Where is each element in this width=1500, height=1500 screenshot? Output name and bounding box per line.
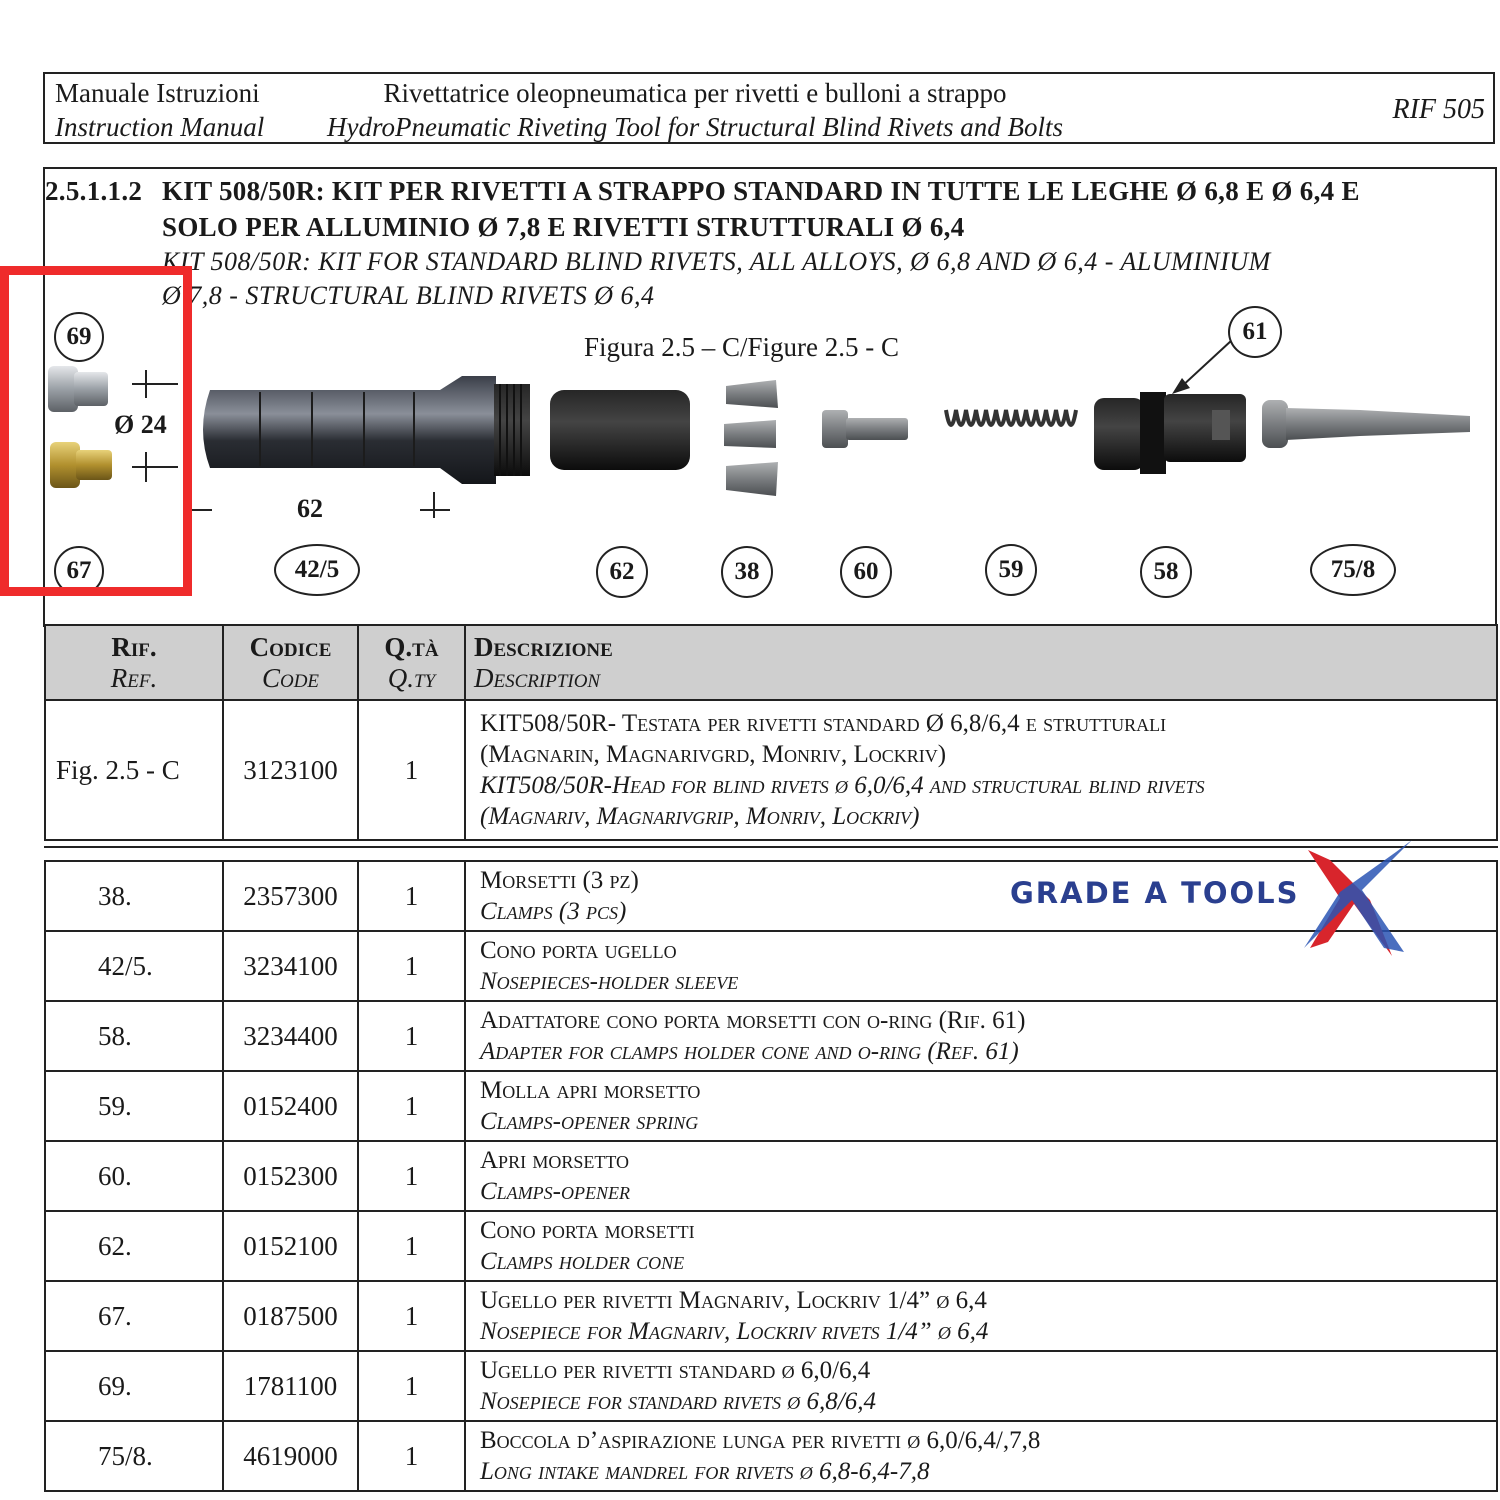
- section-title-en-line2: Ø 7,8 - STRUCTURAL BLIND RIVETS Ø 6,4: [162, 281, 655, 310]
- row-description: [465, 1001, 1497, 1071]
- row-desc-en: Clamps-opener spring: [480, 1108, 699, 1135]
- row-code: 0187500: [223, 1281, 358, 1351]
- row-qty: 1: [358, 1421, 465, 1491]
- row-desc-it: Molla apri morsetto: [480, 1077, 701, 1104]
- kit-qty: 1: [358, 700, 465, 840]
- row-desc-en: Nosepiece for Magnariv, Lockriv rivets 1/4” ø 6,4: [480, 1318, 989, 1345]
- table-row: [45, 1281, 1497, 1351]
- row-ref: 67.: [45, 1281, 223, 1351]
- section-title-en-line1: KIT 508/50R: KIT FOR STANDARD BLIND RIVETS, ALL ALLOYS, Ø 6,8 AND Ø 6,4 - ALUMINIUM: [162, 247, 1271, 276]
- callout-75-8: 75/8: [1310, 544, 1396, 596]
- row-desc-en: Clamps (3 pcs): [480, 898, 627, 925]
- row-ref: 38.: [45, 861, 223, 931]
- spring-59: [946, 410, 1076, 425]
- row-qty: 1: [358, 1211, 465, 1281]
- watermark-x-icon: [1300, 838, 1420, 958]
- table-row: [45, 1421, 1497, 1491]
- kit-desc-en-1: KIT508/50R-Head for blind rivets ø 6,0/6,4 and structural blind rivets: [480, 772, 1205, 799]
- callout-59: 59: [985, 544, 1037, 596]
- kit-desc-en-2: (Magnariv, Magnarivgrip, Monriv, Lockriv): [480, 803, 920, 830]
- row-desc-it: Adattatore cono porta morsetti con o-ring (Rif. 61): [480, 1007, 1026, 1034]
- clamps-opener-60: [822, 410, 908, 448]
- kit-table: [44, 624, 1498, 841]
- clamps-holder-cone-62: [550, 390, 690, 470]
- header-manual-it: Manuale Istruzioni: [55, 78, 260, 108]
- kit-row: [45, 700, 1497, 840]
- section-number: 2.5.1.1.2: [45, 176, 143, 206]
- row-qty: 1: [358, 1071, 465, 1141]
- highlight-box: [0, 266, 192, 596]
- row-description: [465, 1281, 1497, 1351]
- row-desc-en: Clamps-opener: [480, 1178, 630, 1205]
- header-title-en: HydroPneumatic Riveting Tool for Structural Blind Rivets and Bolts: [327, 112, 1063, 142]
- dimension-length: 62: [297, 494, 323, 523]
- kit-desc-it-2: (Magnarin, Magnarivgrd, Monriv, Lockriv): [480, 741, 947, 768]
- row-desc-it: Apri morsetto: [480, 1147, 629, 1174]
- sleeve-42-5: [203, 376, 530, 484]
- mandrel-75-8: [1262, 400, 1470, 448]
- row-ref: 60.: [45, 1141, 223, 1211]
- header-ref-it: Rif.: [111, 631, 157, 662]
- header-qty-it: Q.tà: [384, 631, 439, 662]
- callout-58: 58: [1140, 546, 1192, 598]
- header-code-en: Code: [261, 662, 320, 693]
- row-ref: 59.: [45, 1071, 223, 1141]
- table-header-row: [45, 625, 1497, 700]
- figure-caption: Figura 2.5 – C/Figure 2.5 - C: [584, 332, 899, 362]
- watermark-text: GRADE A TOOLS: [1010, 876, 1300, 910]
- row-desc-en: Clamps holder cone: [480, 1248, 685, 1275]
- row-desc-en: Nosepiece for standard rivets ø 6,8/6,4: [480, 1388, 876, 1415]
- row-code: 1781100: [223, 1351, 358, 1421]
- row-code: 3234100: [223, 931, 358, 1001]
- row-ref: 58.: [45, 1001, 223, 1071]
- row-code: 0152400: [223, 1071, 358, 1141]
- row-qty: 1: [358, 1001, 465, 1071]
- parts-table-body: [45, 861, 1497, 1491]
- callout-67: 67: [54, 546, 104, 596]
- table-row: [45, 1211, 1497, 1281]
- row-qty: 1: [358, 1281, 465, 1351]
- row-desc-it: Boccola d’aspirazione lunga per rivetti ø 6,0/6,4/,7,8: [480, 1427, 1041, 1454]
- row-desc-en: Long intake mandrel for rivets ø 6,8-6,4-7,8: [480, 1458, 930, 1485]
- header-qty-en: Q.ty: [387, 662, 436, 693]
- callout-42-5: 42/5: [274, 544, 360, 596]
- row-ref: 69.: [45, 1351, 223, 1421]
- row-ref: 62.: [45, 1211, 223, 1281]
- header-ref: RIF 505: [1392, 94, 1485, 125]
- row-code: 0152300: [223, 1141, 358, 1211]
- row-qty: 1: [358, 1141, 465, 1211]
- row-qty: 1: [358, 861, 465, 931]
- row-ref: 42/5.: [45, 931, 223, 1001]
- row-desc-en: Nosepieces-holder sleeve: [480, 968, 739, 995]
- kit-ref: Fig. 2.5 - C: [45, 700, 223, 840]
- callout-62: 62: [596, 546, 648, 598]
- row-desc-it: Cono porta ugello: [480, 937, 677, 964]
- parts-table: [44, 860, 1498, 1492]
- leader-line-61: [1180, 340, 1232, 388]
- header-desc-en: Description: [474, 662, 601, 693]
- row-description: [465, 1421, 1497, 1491]
- row-description: [465, 1351, 1497, 1421]
- callout-38: 38: [721, 546, 773, 598]
- row-qty: 1: [358, 1351, 465, 1421]
- row-desc-it: Cono porta morsetti: [480, 1217, 695, 1244]
- clamps-38: [724, 380, 778, 496]
- section-title-line1: KIT 508/50R: KIT PER RIVETTI A STRAPPO STANDARD IN TUTTE LE LEGHE Ø 6,8 E Ø 6,4 E: [162, 176, 1360, 206]
- row-description: [465, 1141, 1497, 1211]
- row-desc-it: Morsetti (3 pz): [480, 867, 639, 894]
- callout-60: 60: [840, 546, 892, 598]
- callout-69: 69: [54, 312, 104, 362]
- row-qty: 1: [358, 931, 465, 1001]
- header-desc-it: Descrizione: [474, 631, 613, 662]
- row-description: [465, 1211, 1497, 1281]
- header-code-it: Codice: [249, 631, 332, 662]
- row-description: [465, 1071, 1497, 1141]
- kit-code: 3123100: [223, 700, 358, 840]
- callout-61: 61: [1228, 306, 1282, 358]
- adapter-58: [1094, 392, 1246, 474]
- header-title-it: Rivettatrice oleopneumatica per rivetti e bulloni a strappo: [383, 78, 1007, 108]
- dimension-diameter: Ø 24: [114, 410, 167, 439]
- table-row: [45, 1001, 1497, 1071]
- table-row: [45, 931, 1497, 1001]
- section-title-line2: SOLO PER ALLUMINIO Ø 7,8 E RIVETTI STRUTTURALI Ø 6,4: [162, 212, 965, 242]
- header-manual-en: Instruction Manual: [55, 112, 265, 142]
- kit-desc-it-1: KIT508/50R- Testata per rivetti standard Ø 6,8/6,4 e strutturali: [480, 710, 1167, 737]
- row-desc-it: Ugello per rivetti standard ø 6,0/6,4: [480, 1357, 871, 1384]
- row-code: 3234400: [223, 1001, 358, 1071]
- row-code: 0152100: [223, 1211, 358, 1281]
- row-desc-en: Adapter for clamps holder cone and o-ring (Ref. 61): [480, 1038, 1019, 1065]
- table-separator: [44, 846, 1498, 848]
- row-code: 2357300: [223, 861, 358, 931]
- header-ref-en: Ref.: [110, 662, 158, 693]
- row-code: 4619000: [223, 1421, 358, 1491]
- row-ref: 75/8.: [45, 1421, 223, 1491]
- table-row: [45, 1071, 1497, 1141]
- table-row: [45, 1351, 1497, 1421]
- row-desc-it: Ugello per rivetti Magnariv, Lockriv 1/4” ø 6,4: [480, 1287, 987, 1314]
- table-row: [45, 1141, 1497, 1211]
